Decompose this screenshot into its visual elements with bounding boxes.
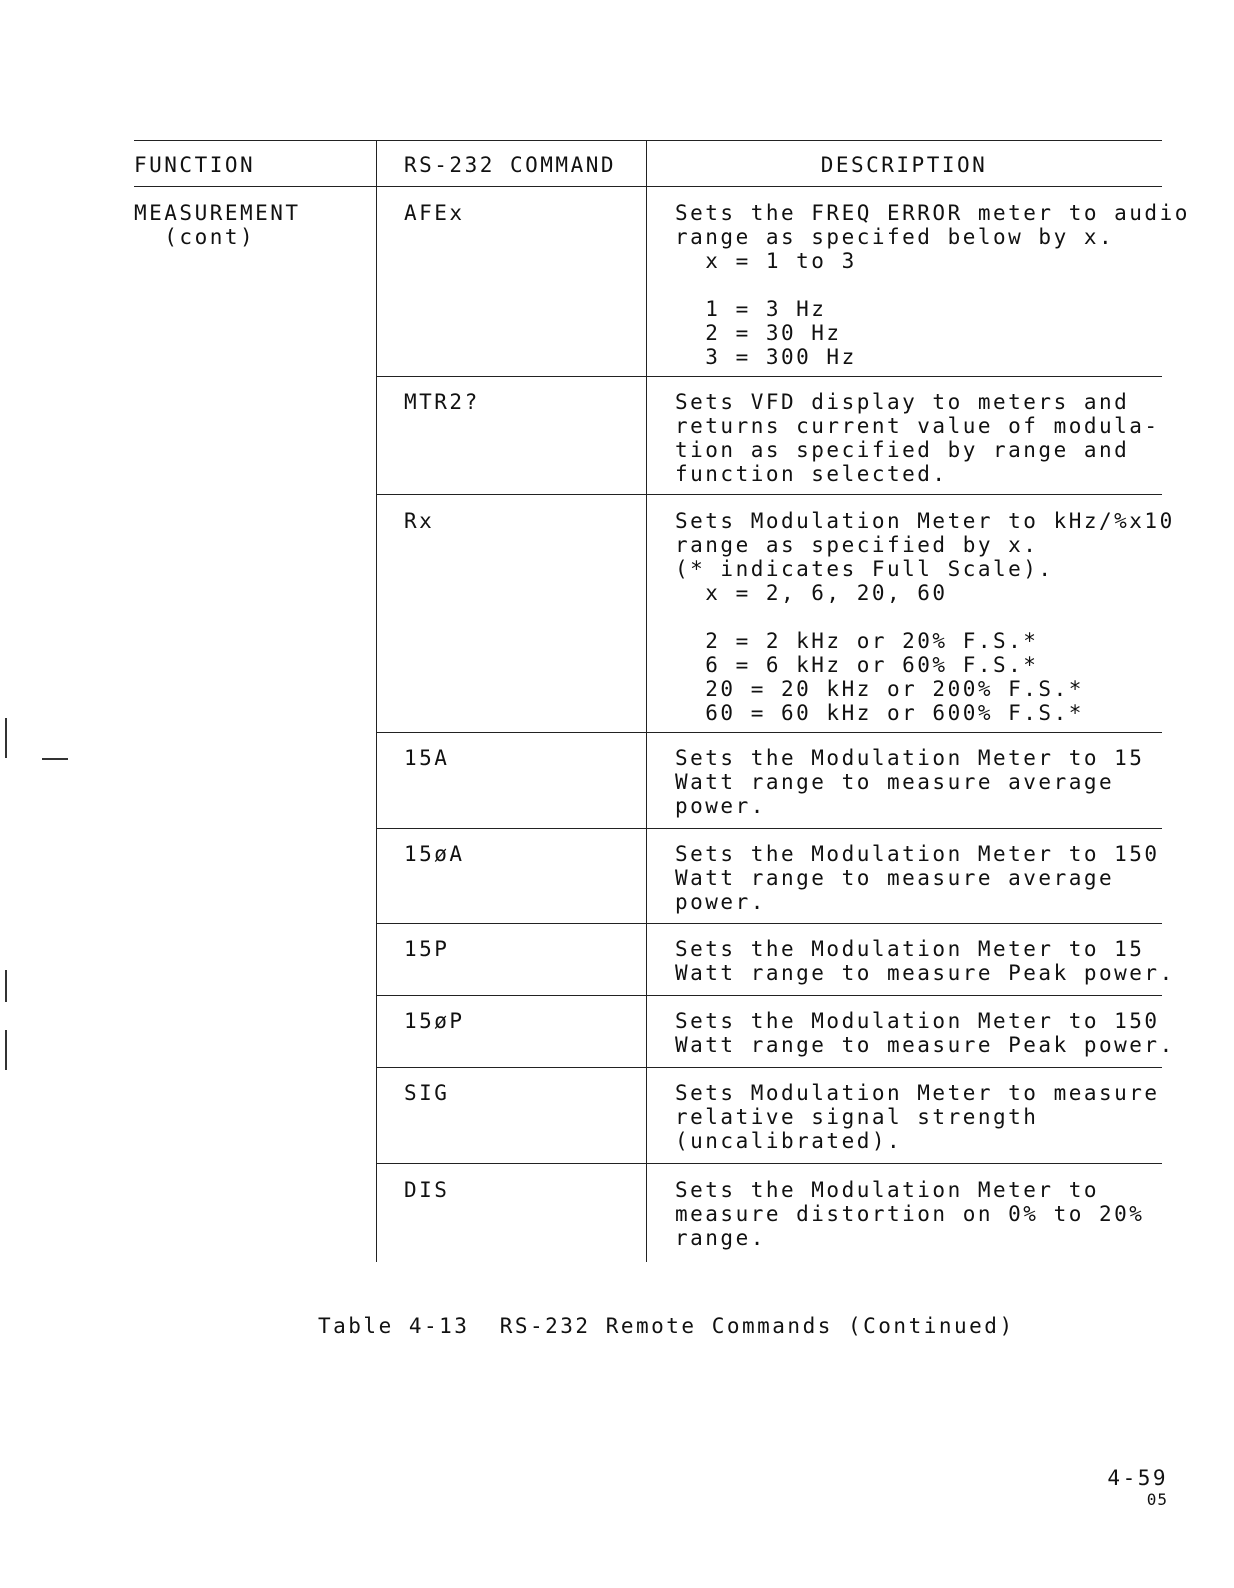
page-number: 4-59 — [1107, 1466, 1168, 1490]
header-rs232-command: RS-232 COMMAND — [404, 153, 617, 177]
revision-number: 05 — [1146, 1490, 1168, 1509]
margin-mark — [42, 758, 68, 760]
description-cell: Sets the Modulation Meter to 150 Watt range to measure average power. — [675, 842, 1160, 914]
function-label: MEASUREMENT (cont) — [134, 201, 301, 249]
command-cell: DIS — [404, 1178, 450, 1202]
description-cell: Sets the Modulation Meter to 15 Watt range to measure average power. — [675, 746, 1145, 818]
command-cell: SIG — [404, 1081, 450, 1105]
description-cell: Sets Modulation Meter to measure relative signal strength (uncalibrated). — [675, 1081, 1160, 1153]
margin-mark — [5, 718, 7, 758]
command-cell: 15øP — [404, 1009, 465, 1033]
description-cell: Sets the FREQ ERROR meter to audio range as specifed below by x. x = 1 to 3 1 = 3 Hz 2 = 30 Hz 3 = 300 Hz — [675, 201, 1190, 369]
description-cell: Sets Modulation Meter to kHz/%x10 range as specified by x. (* indicates Full Scale). x = 2, 6, 20, 60 2 = 2 kHz or 20% F.S.* 6 = 6 kHz or 60% F.S.* 20 = 20 kHz or 200% F.S.* 60 = 60 kHz or 600% F.S.* — [675, 509, 1175, 725]
row-rule — [376, 1067, 1162, 1068]
column-divider-1 — [376, 140, 377, 1262]
row-rule — [376, 828, 1162, 829]
command-cell: 15A — [404, 746, 450, 770]
row-rule — [376, 995, 1162, 996]
row-rule — [376, 732, 1162, 733]
margin-mark — [5, 1030, 7, 1070]
header-function: FUNCTION — [134, 153, 256, 177]
command-cell: AFEx — [404, 201, 465, 225]
row-rule — [376, 923, 1162, 924]
table-caption: Table 4-13 RS-232 Remote Commands (Continued) — [318, 1314, 1015, 1338]
rs232-command-table — [134, 140, 1190, 1265]
table-top-rule — [134, 140, 1162, 141]
header-bottom-rule — [134, 186, 1162, 187]
row-rule — [376, 494, 1162, 495]
row-rule — [376, 1163, 1162, 1164]
command-cell: Rx — [404, 509, 435, 533]
page-footer — [1107, 1466, 1168, 1510]
description-cell: Sets the Modulation Meter to 150 Watt range to measure Peak power. — [675, 1009, 1175, 1057]
command-cell: 15øA — [404, 842, 465, 866]
description-cell: Sets the Modulation Meter to 15 Watt range to measure Peak power. — [675, 937, 1175, 985]
description-cell: Sets VFD display to meters and returns current value of modula- tion as specified by range and function selected. — [675, 390, 1160, 486]
command-cell: MTR2? — [404, 390, 480, 414]
description-cell: Sets the Modulation Meter to measure distortion on 0% to 20% range. — [675, 1178, 1145, 1250]
column-divider-2 — [646, 140, 647, 1262]
command-cell: 15P — [404, 937, 450, 961]
row-rule — [376, 376, 1162, 377]
header-description: DESCRIPTION — [820, 153, 988, 177]
margin-mark — [5, 970, 7, 1002]
